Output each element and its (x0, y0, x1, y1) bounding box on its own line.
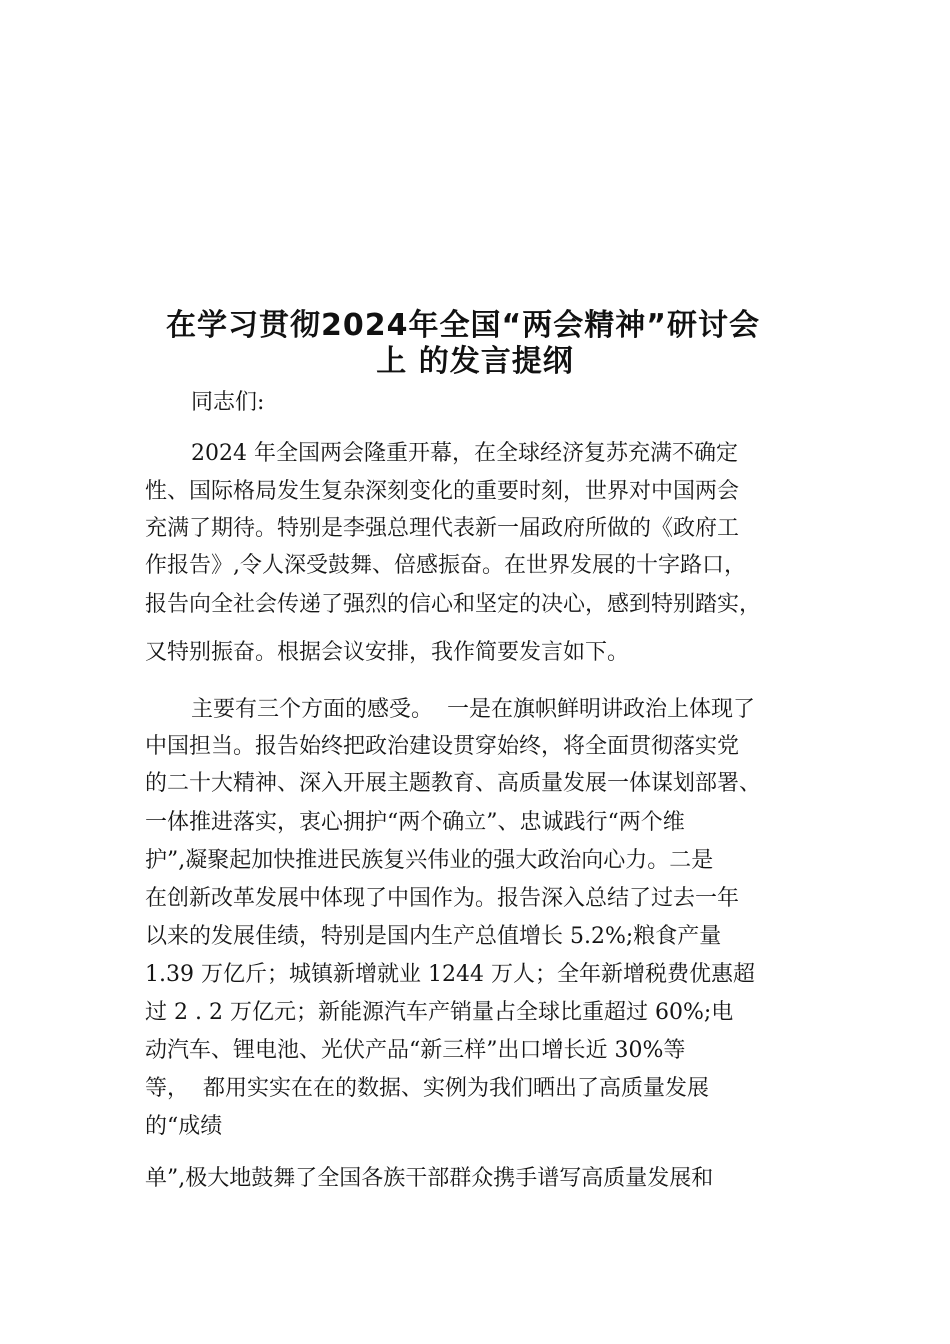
paragraph-line: 报告向全社会传递了强烈的信心和坚定的决心，感到特别踏实， (145, 592, 762, 617)
paragraph-line: 性、国际格局发生复杂深刻变化的重要时刻，世界对中国两会 (145, 479, 740, 504)
paragraph-line: 过 2 . 2 万亿元；新能源汽车产销量占全球比重超过 60%;电 (145, 1000, 734, 1025)
paragraph-line: 单”,极大地鼓舞了全国各族干部群众携手谱写高质量发展和 (145, 1166, 714, 1191)
paragraph-line: 以来的发展佳绩，特别是国内生产总值增长 5.2%;粮食产量 (145, 924, 722, 949)
paragraph-line: 1.39 万亿斤；城镇新增就业 1244 万人；全年新增税费优惠超 (145, 962, 755, 987)
paragraph-line: 的“成绩 (145, 1114, 223, 1139)
paragraph-line: 的二十大精神、深入开展主题教育、高质量发展一体谋划部署、 (145, 771, 762, 796)
paragraph-line: 充满了期待。特别是李强总理代表新一届政府所做的《政府工 (145, 516, 740, 541)
salutation: 同志们: (191, 390, 265, 415)
paragraph-line: 作报告》,令人深受鼓舞、倍感振奋。在世界发展的十字路口， (145, 553, 746, 578)
paragraph-line: 动汽车、锂电池、光伏产品“新三样”出口增长近 30%等 (145, 1038, 686, 1063)
paragraph-line: 主要有三个方面的感受。 一是在旗帜鲜明讲政治上体现了 (191, 697, 755, 722)
paragraph-line: 在创新改革发展中体现了中国作为。报告深入总结了过去一年 (145, 886, 740, 911)
paragraph-line: 等， 都用实实在在的数据、实例为我们晒出了高质量发展 (145, 1076, 709, 1101)
paragraph-line: 中国担当。报告始终把政治建设贯穿始终，将全面贯彻落实党 (145, 734, 740, 759)
document-title-line-2: 上 的发言提纲 (376, 344, 574, 379)
document-title-line-1: 在学习贯彻2024年全国“两会精神”研讨会 (166, 308, 760, 343)
paragraph-line: 护”,凝聚起加快推进民族复兴伟业的强大政治向心力。二是 (145, 848, 714, 873)
paragraph-line: 2024 年全国两会隆重开幕，在全球经济复苏充满不确定 (191, 441, 738, 466)
paragraph-line: 一体推进落实，衷心拥护“两个确立”、忠诚践行“两个维 (145, 810, 685, 835)
paragraph-line: 又特别振奋。根据会议安排，我作简要发言如下。 (145, 640, 630, 665)
